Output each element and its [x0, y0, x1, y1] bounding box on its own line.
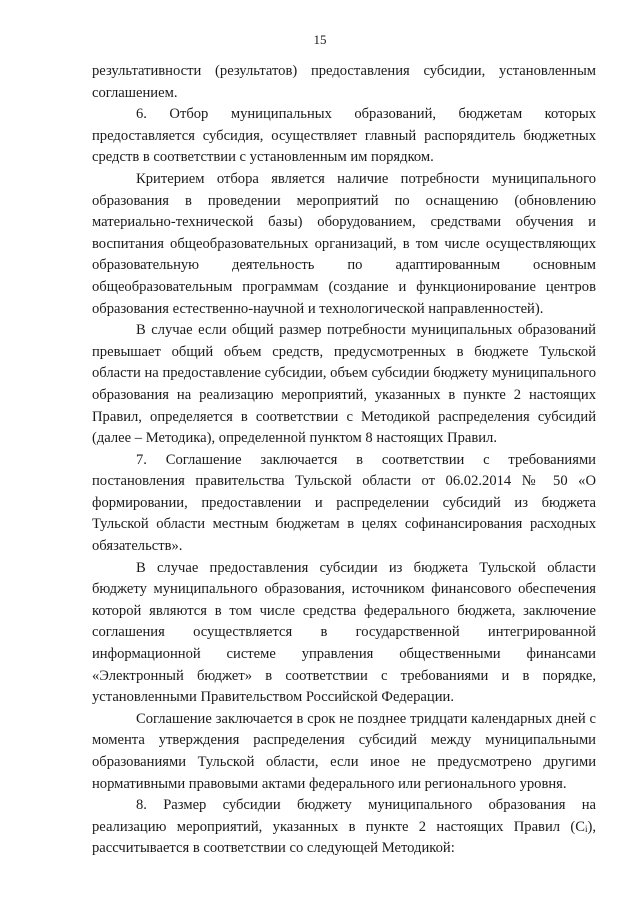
paragraph-item-8-text-before: 8. Размер субсидии бюджету муниципального образования на реализацию мероприятий, указанных в пункте 2 настоящих Правил (C — [92, 797, 596, 835]
paragraph-need-exceeds-funds: В случае если общий размер потребности муниципальных образований превышает общий объем средств, предусмотренных в бюджете Тульской области на предоставление субсидии, объем субсидии бюджету муниципального образования на реализацию мероприятий, указанных в пункте 2 настоящих Правил, определяется в соответствии с Методикой распределения субсидий (далее – Методика), определенной пунктом 8 настоящих Правил. — [92, 322, 596, 447]
paragraph-federal-funding: В случае предоставления субсидии из бюджета Тульской области бюджету муниципального образования, источником финансового обеспечения которой являются в том числе средства федерального бюджета, заключение соглашения осуществляется в государственной интегрированной информационной системе управления общественными финансами «Электронный бюджет» в соответствии с требованиями и в порядке, установленными Правительством Российской Федерации. — [92, 559, 596, 706]
paragraph-item-6-selection: 6. Отбор муниципальных образований, бюджетам которых предоставляется субсидия, осуществляет главный распорядитель бюджетных средств в соответствии с установленным им порядком. — [92, 106, 596, 166]
paragraph-item-8-subsidy-size — [92, 795, 596, 860]
paragraph-agreement-deadline: Соглашение заключается в срок не позднее тридцати календарных дней с момента утверждения распределения субсидий между муниципальными образованиями Тульской области, если иное не предусмотрено другими нормативными правовыми актами федерального или регионального уровня. — [92, 710, 596, 792]
page-number: 15 — [313, 32, 327, 47]
subscript-i: i — [584, 823, 588, 834]
paragraph-item-7-agreement: 7. Соглашение заключается в соответствии с требованиями постановления правительства Тульской области от 06.02.2014 № 50 «О формировании, предоставлении и распределении субсидий из бюджета Тульской области местным бюджетам в целях софинансирования расходных обязательств». — [92, 451, 596, 555]
document-body — [92, 61, 596, 860]
paragraph-item-8-text-after: ), рассчитывается в соответствии со следующей Методикой: — [92, 818, 596, 857]
paragraph-continuation: результативности (результатов) предоставления субсидии, установленным соглашением. — [92, 63, 596, 101]
paragraph-selection-criterion: Критерием отбора является наличие потребности муниципального образования в проведении мероприятий по оснащению (обновлению материально-технической базы) оборудованием, средствами обучения и воспитания общеобразовательных организаций, в том числе осуществляющих образовательную деятельность по адаптированным основным общеобразовательным программам (создание и функционирование центров образования естественно-научной и технологической направленностей). — [92, 170, 596, 317]
